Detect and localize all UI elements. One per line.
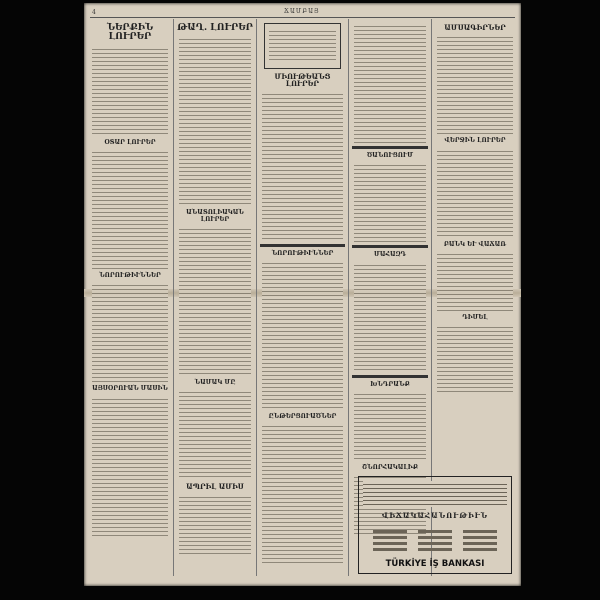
bank-advertisement xyxy=(358,476,512,574)
ad-text xyxy=(363,481,507,507)
bank-name: TÜRKİYE İŞ BANKASI xyxy=(385,559,485,569)
column-1 xyxy=(90,20,170,578)
column-divider xyxy=(173,19,174,576)
separator xyxy=(352,375,428,378)
headline: ԲԱՆԿ ԵՒ ՎԱՃԱՌ xyxy=(443,240,507,248)
separator xyxy=(352,146,428,149)
headline: ՄԱՀԱԶԴ xyxy=(374,251,406,259)
separator xyxy=(352,245,428,248)
top-rule xyxy=(90,17,515,18)
article-text xyxy=(354,262,426,372)
ad-table-cell xyxy=(373,527,407,555)
column-2 xyxy=(177,20,253,578)
article-text xyxy=(437,148,513,238)
ad-table-cell xyxy=(418,527,452,555)
article-text xyxy=(92,396,168,536)
headline: ԱՄՍԱԳԻՐՆԵՐ xyxy=(444,23,506,32)
article-text xyxy=(437,324,513,394)
headline: ՆԱՄԱԿ ՄԸ xyxy=(194,379,236,387)
headline: ՇՆՈՐՀԱԿԱԼԻՔ xyxy=(362,463,418,471)
article-text xyxy=(354,391,426,461)
headline: ԽՆԴՐԱՆՔ xyxy=(370,380,410,388)
article-text xyxy=(354,162,426,242)
article-text xyxy=(354,23,426,143)
article-text xyxy=(179,36,251,206)
article-text xyxy=(179,226,251,376)
article-text xyxy=(437,251,513,311)
headline: ԱՆԱՏՈԼԻԱԿԱՆ ԼՈՒՐԵՐ xyxy=(186,209,244,223)
ad-table-cell xyxy=(463,527,497,555)
headline: ՆՈՐՈՒԹԻՒՆՆԵՐ xyxy=(99,272,161,280)
headline: ՕՏԱՐ ԼՈՒՐԵՐ xyxy=(104,138,156,146)
ad-title: ՎԻՃԱԿԱՀԱՆՈՒԹԻՒՆ xyxy=(381,511,489,520)
column-divider xyxy=(256,19,257,576)
masthead: ՃԱՄԲԱՅ xyxy=(284,8,320,15)
column-5 xyxy=(435,20,515,468)
article-text xyxy=(262,260,343,410)
headline: ՎԵՐՋԻՆ ԼՈՒՐԵՐ xyxy=(444,137,506,145)
column-3 xyxy=(260,20,345,578)
headline: ԾԱՆՈՒՑՈՒՄ xyxy=(366,152,414,159)
article-text xyxy=(179,494,251,554)
headline: ԹԱՂ. ԼՈՒՐԵՐ xyxy=(177,23,253,33)
article-text xyxy=(92,149,168,269)
article-text xyxy=(262,91,343,241)
headline: ԱՅՍՕՐՈՒԱՆ ՄԱՍԻՆ xyxy=(92,385,168,393)
separator xyxy=(260,244,345,247)
headline: ՄԻՈՒԹԵԱՆՑ ԼՈՒՐԵՐ xyxy=(274,72,331,89)
headline: ՆԵՐՔԻՆ ԼՈՒՐԵՐ xyxy=(106,23,154,43)
notice-box xyxy=(264,23,341,69)
article-text xyxy=(92,46,168,136)
article-text xyxy=(262,423,343,563)
article-text xyxy=(92,282,168,382)
headline: ԱՊՐԻԼ ԱՄԻՍ xyxy=(186,482,244,492)
page-number: 4 xyxy=(92,9,96,16)
column-divider xyxy=(348,19,349,576)
article-text xyxy=(179,389,251,479)
headline: ՆՈՐՈՒԹԻՒՆՆԵՐ xyxy=(271,249,334,257)
headline: ԸՆԹԵՐՑՈՒԱԾՆԵՐ xyxy=(268,412,337,420)
article-text xyxy=(437,34,513,134)
headline: ԴԻՄԵԼ xyxy=(462,313,488,321)
